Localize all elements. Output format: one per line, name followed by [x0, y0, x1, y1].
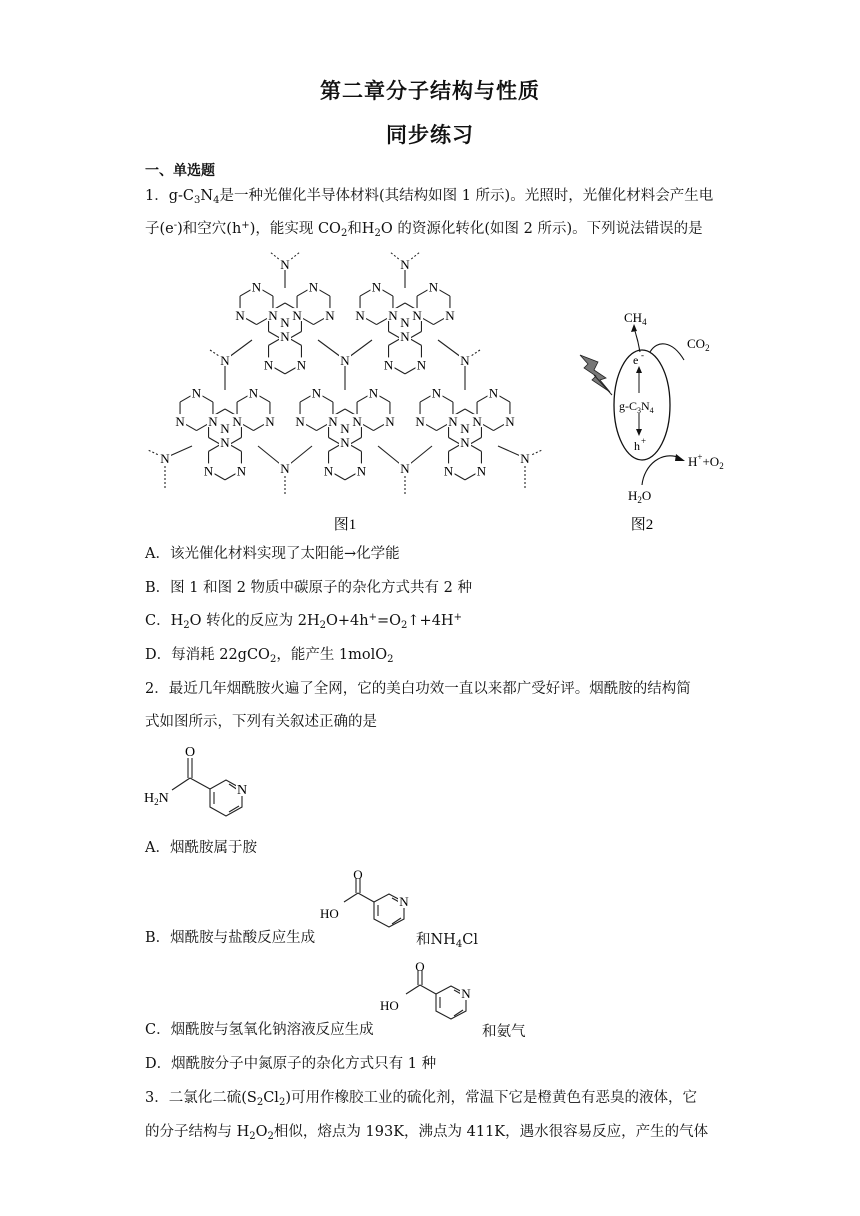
nitrogen-atom-label: N — [340, 434, 350, 450]
nicotinamide-structure — [140, 740, 270, 835]
svg-text:N: N — [236, 783, 248, 798]
nitrogen-atom-label: N — [328, 414, 338, 430]
nitrogen-atom-label: N — [251, 279, 262, 295]
nitrogen-atom-label: N — [400, 315, 410, 330]
catalyst-label: $g-C_3N_4$ — [619, 399, 654, 415]
nitrogen-atom-label: N — [385, 414, 395, 430]
q2-option-c-tail: 和氨气 — [482, 1024, 526, 1040]
svg-text:O: O — [415, 959, 425, 974]
nitrogen-atom-label: N — [431, 385, 442, 401]
nitrogen-atom-label: N — [505, 414, 515, 430]
q2-option-a[interactable]: A．烟酰胺属于胺 — [145, 840, 257, 856]
nitrogen-atom-label: N — [191, 385, 202, 401]
svg-text:HO: HO — [380, 998, 399, 1013]
nitrogen-atom-label: N — [325, 308, 335, 324]
nicotinic-acid-structure-b — [318, 868, 418, 943]
nitrogen-atom-label: N — [203, 463, 214, 479]
nitrogen-atom-label: N — [280, 328, 290, 344]
page-subtitle: 同步练习 — [386, 122, 474, 147]
nitrogen-atom-label: N — [268, 308, 278, 324]
nitrogen-atom-label: N — [356, 463, 367, 479]
nitrogen-atom-label: N — [416, 357, 427, 373]
nitrogen-atom-label: N — [280, 315, 290, 330]
nitrogen-atom-label: N — [445, 308, 455, 324]
q2-option-b-tail: 和$NH_4Cl$ — [416, 932, 478, 950]
nitrogen-atom-label: N — [308, 279, 319, 295]
svg-text:h: h — [634, 439, 640, 453]
nitrogen-atom-label: N — [448, 414, 458, 430]
nitrogen-atom-label: N — [352, 414, 362, 430]
ch4-label: $CH_4$ — [624, 310, 647, 327]
svg-text:e: e — [633, 353, 639, 367]
nitrogen-atom-label: N — [208, 414, 218, 430]
nitrogen-atom-label: N — [220, 421, 230, 436]
lightning-icon — [580, 355, 610, 392]
svg-text:-: - — [641, 350, 644, 360]
nitrogen-atom-label: N — [383, 357, 394, 373]
q3-line1: 3．二氯化二硫$(S_2Cl_2)$可用作橡胶工业的硫化剂，常温下它是橙黄色有恶臭的液体，它 — [145, 1090, 697, 1108]
nitrogen-atom-label: N — [248, 385, 259, 401]
nitrogen-atom-label: N — [472, 414, 482, 430]
nitrogen-atom-label: N — [355, 308, 365, 324]
nitrogen-atom-label: N — [412, 308, 422, 324]
q1-line1: 1．$g-C_3N_4$是一种光催化半导体材料(其结构如图 1 所示)。光照时，光催化材料会产生电 — [145, 188, 714, 206]
section-heading: 一、单选题 — [145, 163, 215, 179]
q1-line2: 子(e-)和空穴(h+)，能实现 $CO_2$和$H_2O$ 的资源化转化(如图 2 所示)。下列说法错误的是 — [145, 220, 703, 239]
nitrogen-atom-label: N — [520, 451, 530, 466]
co2-label: $CO_2$ — [687, 336, 710, 353]
nitrogen-atom-label: N — [340, 421, 350, 436]
nitrogen-atom-label: N — [443, 463, 454, 479]
nitrogen-atom-label: N — [460, 434, 470, 450]
nitrogen-atom-label: N — [428, 279, 439, 295]
nitrogen-atom-label: N — [236, 463, 247, 479]
nitrogen-atom-label: N — [488, 385, 499, 401]
svg-text:N: N — [399, 894, 409, 909]
nitrogen-atom-label: N — [340, 353, 350, 368]
q2-line1: 2．最近几年烟酰胺火遍了全网，它的美白功效一直以来都广受好评。烟酰胺的结构简 — [145, 681, 691, 697]
nitrogen-atom-label: N — [400, 461, 410, 476]
svg-text:H2N: $H_2N$ — [144, 791, 169, 807]
nitrogen-atom-label: N — [265, 414, 275, 430]
page-title: 第二章分子结构与性质 — [320, 78, 540, 103]
svg-text:HO: HO — [320, 906, 339, 921]
q2-option-b[interactable]: B．烟酰胺与盐酸反应生成 — [145, 930, 316, 946]
svg-text:O: O — [353, 868, 363, 882]
nitrogen-atom-label: N — [388, 308, 398, 324]
figure2-caption: 图2 — [630, 517, 654, 533]
nitrogen-atom-label: N — [292, 308, 302, 324]
q3-line2: 的分子结构与 $H_2O_2$相似，熔点为 193K，沸点为 411K，遇水很容易反应，产生的气体 — [145, 1124, 709, 1142]
q2-option-c[interactable]: C．烟酰胺与氢氧化钠溶液反应生成 — [145, 1022, 374, 1038]
nitrogen-atom-label: N — [175, 414, 185, 430]
figure1-structure — [140, 250, 560, 540]
nitrogen-atom-label: N — [220, 434, 230, 450]
figure2-cycle — [572, 300, 752, 540]
nitrogen-atom-label: N — [232, 414, 242, 430]
nitrogen-atom-label: N — [280, 461, 290, 476]
q1-option-b[interactable]: B．图 1 和图 2 物质中碳原子的杂化方式共有 2 种 — [145, 580, 472, 596]
svg-text:+: + — [641, 436, 647, 446]
nitrogen-atom-label: N — [476, 463, 487, 479]
nitrogen-atom-label: N — [323, 463, 334, 479]
nitrogen-atom-label: N — [280, 257, 290, 272]
nitrogen-atom-label: N — [296, 357, 307, 373]
nitrogen-atom-label: N — [400, 328, 410, 344]
nitrogen-atom-label: N — [460, 421, 470, 436]
nicotinic-acid-structure-c — [378, 958, 483, 1036]
q1-option-c[interactable]: C．$H_2O$ 转化的反应为 $2H_2O+4h^+=O_2↑+4H^+$ — [145, 612, 462, 631]
nitrogen-atom-label: N — [415, 414, 425, 430]
h2o-label: $H_2O$ — [628, 488, 652, 505]
nitrogen-atom-label: N — [160, 451, 170, 466]
svg-text:N: N — [461, 986, 471, 1001]
q2-line2: 式如图所示，下列有关叙述正确的是 — [145, 714, 377, 730]
q1-option-d[interactable]: D．每消耗 22gCO$_2$，能产生 1molO$_2$ — [145, 647, 394, 665]
product-label: $H^++O_2$ — [688, 452, 724, 471]
nitrogen-atom-label: N — [400, 257, 410, 272]
nitrogen-atom-label: N — [235, 308, 245, 324]
q1-option-a[interactable]: A．该光催化材料实现了太阳能→化学能 — [145, 546, 400, 562]
nitrogen-atom-label: N — [220, 353, 230, 368]
nitrogen-atom-label: N — [311, 385, 322, 401]
nitrogen-atom-label: N — [368, 385, 379, 401]
nitrogen-atom-label: N — [263, 357, 274, 373]
svg-text:O: O — [184, 745, 196, 760]
nitrogen-atom-label: N — [371, 279, 382, 295]
q2-option-d[interactable]: D．烟酰胺分子中氮原子的杂化方式只有 1 种 — [145, 1056, 437, 1072]
figure1-caption: 图1 — [333, 517, 357, 533]
nitrogen-atom-label: N — [295, 414, 305, 430]
nitrogen-atom-label: N — [460, 353, 470, 368]
